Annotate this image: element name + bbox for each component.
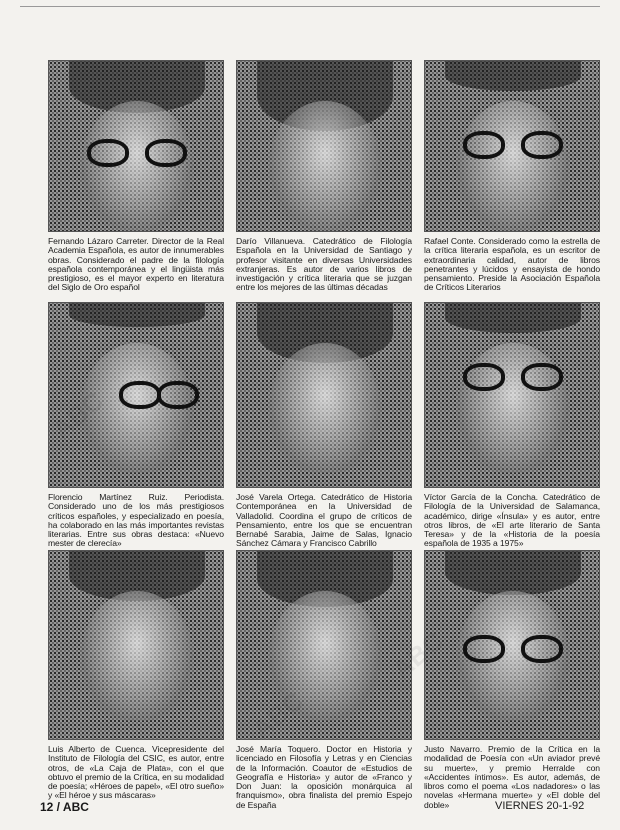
profile-card: [236, 550, 412, 810]
watermark: ABC: [386, 625, 450, 685]
page-number-footer: 12 / ABC: [40, 800, 89, 814]
profile-card: [236, 302, 412, 549]
caption: José Varela Ortega. Catedrático de Historia Contemporánea en la Universidad de Valladolid. Coordina el grupo de críticos de Pensamiento, entre los que se encuentran Bernabé Sarabia, Jaime de Salas, Ignacio Sánchez Cámara y Francisco Cabrillo: [236, 492, 412, 549]
caption: Fernando Lázaro Carreter. Director de la Real Academia Española, es autor de innumerables obras. Considerado el padre de la filología española contemporánea y el lingüista más prestigioso, es el mayor experto en literatura del Siglo de Oro español: [48, 236, 224, 293]
caption: Justo Navarro. Premio de la Crítica en la modalidad de Poesía con «Un aviador prevé su muerte», y premio Herralde con «Accidentes íntimos». Es autor, además, de libros como el poema «Los nadadores» o las novelas «Hermana muerte» y «El doble del doble»: [424, 744, 600, 810]
caption: Víctor García de la Concha. Catedrático de Filología de la Universidad de Salamanca, académico, dirige «Ínsula» y es autor, entre otros libros, de «El arte literario de Santa Teresa» y de la «Historia de la poesía española de 1935 a 1975»: [424, 492, 600, 549]
profile-card: [424, 550, 600, 810]
portrait-photo: [424, 302, 600, 488]
profile-card: [48, 302, 224, 549]
portrait-photo: [48, 60, 224, 232]
profile-card: [424, 302, 600, 549]
portrait-photo: [236, 302, 412, 488]
caption: Rafael Conte. Considerado como la estrella de la crítica literaria española, es un escritor de extraordinaria calidad, autor de libros penetrantes y lúcidos y ensayista de hondo pensamiento. Preside la Asociación Española de Críticos Literarios: [424, 236, 600, 293]
date-footer: VIERNES 20-1-92: [495, 800, 585, 812]
portrait-photo: [236, 550, 412, 740]
profile-card: [236, 60, 412, 293]
portrait-photo: [424, 550, 600, 740]
profile-card: [48, 60, 224, 293]
caption: Florencio Martínez Ruiz. Periodista. Considerado uno de los más prestigiosos críticos españoles, y especializado en poesía, ha colaborado en las más importantes revistas literarias. Entre sus obras destaca: «Nuevo mester de clerecía»: [48, 492, 224, 549]
caption: José María Toquero. Doctor en Historia y licenciado en Filosofía y Letras y en Ciencias de la Información. Coautor de «Estudios de Geografía e Historia» y autor de «Franco y Don Juan: la oposición monárquica al franquismo», obra finalista del premio Espejo de España: [236, 744, 412, 810]
top-rule: [20, 6, 600, 7]
portrait-photo: [48, 550, 224, 740]
portrait-photo: [236, 60, 412, 232]
profile-card: [424, 60, 600, 293]
portrait-photo: [424, 60, 600, 232]
portrait-photo: [48, 302, 224, 488]
profile-card: [48, 550, 224, 801]
caption: Darío Villanueva. Catedrático de Filología Española en la Universidad de Santiago y profesor visitante en diversas Universidades extranjeras. Es autor de varios libros de investigación y crítica literaria que se juzgan entre los mejores de las últimas décadas: [236, 236, 412, 293]
caption: Luis Alberto de Cuenca. Vicepresidente del Instituto de Filología del CSIC, es autor, entre otros, de «La Caja de Plata», con el que obtuvo el premio de la Crítica, en su modalidad de poesía; «Héroes de papel», «El otro sueño» y «El héroe y sus máscaras»: [48, 744, 224, 801]
